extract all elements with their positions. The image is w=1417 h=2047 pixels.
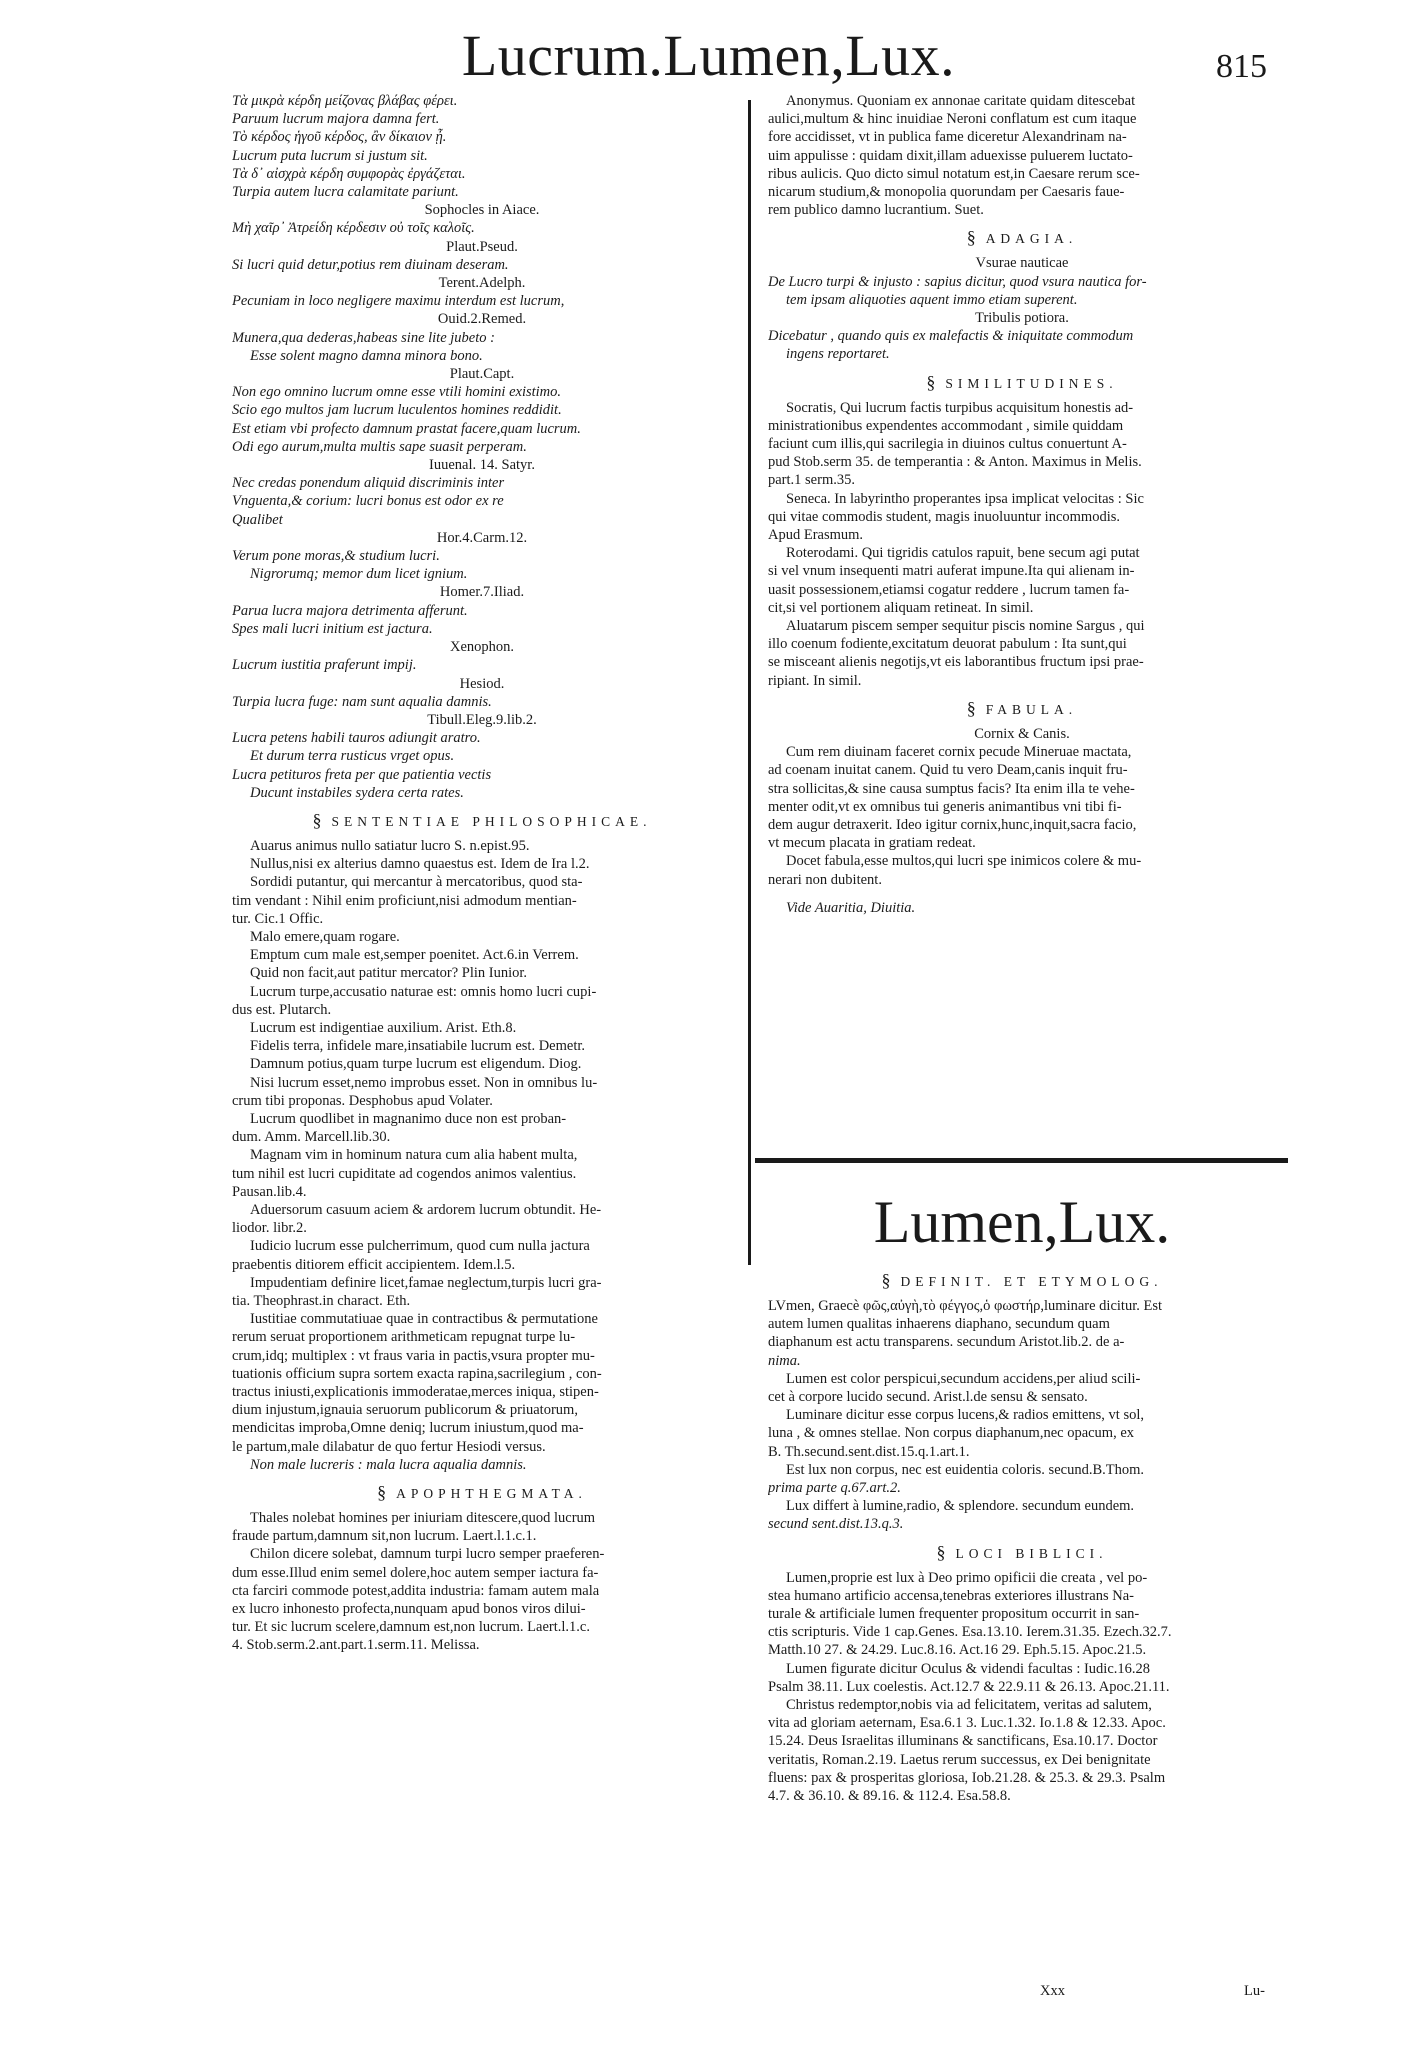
left-column (232, 92, 732, 1655)
section-heading-text: SIMILITUDINES. (945, 375, 1118, 391)
section-mark: § (966, 227, 976, 248)
text-line: praebentis ditiorem efficit accipientem. Idem.l.5. (232, 1256, 516, 1273)
text-line: Lucra petituros freta per que patientia vectis (232, 766, 492, 783)
text-line: Turpia lucra fuge: nam sunt aqualia damnis. (232, 693, 492, 710)
section-mark: § (312, 809, 322, 830)
text-line: aulici,multum & hinc inuidiae Neroni conflatum est cum itaque (768, 111, 1137, 128)
text-line: B. Th.secund.sent.dist.15.q.1.art.1. (768, 1443, 970, 1460)
text-line: Cum rem diuinam faceret cornix pecude Mineruae mactata, (786, 744, 1132, 761)
text-line: Τὰ μικρὰ κέρδη μείζονας βλάβας φέρει. (232, 93, 458, 109)
text-line: ministrationibus expendentes accommodant , simile quiddam (768, 417, 1124, 434)
section-mark: § (926, 371, 936, 392)
text-line: rerum seruat proportionem arithmeticam repugnat turpe lu- (232, 1329, 576, 1346)
section-heading-text: ADAGIA. (985, 231, 1078, 247)
text-line: Nisi lucrum esset,nemo improbus esset. Non in omnibus lu- (250, 1074, 598, 1091)
text-line: Luminare dicitur esse corpus lucens,& radios emittens, vt sol, (786, 1407, 1144, 1424)
text-line: Spes mali lucri initium est jactura. (232, 620, 433, 637)
text-line: qui vitae commodis student, magis inuoluuntur incommodis. (768, 508, 1121, 525)
text-line: Non male lucreris : mala lucra aqualia damnis. (250, 1456, 527, 1473)
text-line: tum nihil est lucri cupiditate ad cogendos animos valentius. (232, 1165, 577, 1182)
text-line: ripiant. In simil. (768, 672, 862, 689)
text-line: Thales nolebat homines per iniuriam ditescere,quod lucrum (250, 1510, 596, 1527)
text-line: Turpia autem lucra calamitate pariunt. (232, 184, 459, 201)
text-line: dem augur detraxerit. Ideo igitur cornix,hunc,inquit,sacra facio, (768, 816, 1137, 833)
text-line: Impudentiam definire licet,famae neglectum,turpis lucri gra- (250, 1274, 602, 1291)
section-heading-text: LOCI BIBLICI. (955, 1545, 1108, 1561)
text-line: secund sent.dist.13.q.3. (768, 1516, 904, 1533)
text-line: Emptum cum male est,semper poenitet. Act.6.in Verrem. (250, 947, 579, 964)
section-heading (768, 1270, 1276, 1291)
attribution-line: Xenophon. (449, 639, 515, 656)
text-line: le partum,male dilabatur de quo fertur Hesiodi versus. (232, 1438, 546, 1455)
text-line: autem lumen qualitas inhaerens diaphano, secundum quam (768, 1316, 1110, 1333)
text-line: Anonymus. Quoniam ex annonae caritate quidam ditescebat (786, 93, 1136, 109)
text-line: Chilon dicere solebat, damnum turpi lucro semper praeferen- (250, 1546, 605, 1563)
text-line: crum,idq; multiplex : vt fraus varia in pactis,vsura propter mu- (232, 1347, 595, 1364)
text-line: menter odit,vt ex omnibus tui generis animantibus vni tibi fi- (768, 798, 1122, 815)
text-line: ex lucro inhonesto profecta,nunquam apud bonos viros dilui- (232, 1601, 586, 1618)
section-heading-text: APOPHTHEGMATA. (396, 1486, 587, 1502)
text-line: cit,si vel portionem aliquam retineat. In simil. (768, 599, 1034, 616)
text-line: Lucra petens habili tauros adiungit aratro. (232, 730, 481, 747)
text-line: Lucrum turpe,accusatio naturae est: omnis homo lucri cupi- (250, 983, 597, 1000)
text-line: Si lucri quid detur,potius rem diuinam deseram. (232, 256, 509, 273)
text-line: dum esse.Illud enim semel dolere,hoc autem semper iactura fa- (232, 1564, 599, 1581)
text-line: illo coenum fodiente,excitatum deuorat pabulum : Ita sunt,qui (768, 636, 1127, 653)
text-line: 15.24. Deus Israelitas illuminans & sanctificans, Esa.10.17. Doctor (768, 1733, 1158, 1750)
section-heading-text: DEFINIT. ET ETYMOLOG. (900, 1274, 1163, 1289)
text-line: Lumen,proprie est lux à Deo primo opificii die creata , vel po- (786, 1569, 1148, 1586)
text-line: Roterodami. Qui tigridis catulos rapuit, bene secum agi putat (786, 545, 1140, 562)
text-line: Nec credas ponendum aliquid discriminis inter (232, 475, 505, 492)
page-number: 815 (1216, 48, 1267, 85)
attribution-line: Tribulis potiora. (975, 310, 1069, 327)
text-line: si vel vnum insequenti matri auferat impune.Ita qui alienam in- (768, 563, 1135, 580)
text-line: Τὸ κέρδος ἡγοῦ κέρδος, ἂν δίκαιον ᾖ. (232, 129, 447, 146)
text-line: Pausan.lib.4. (232, 1183, 307, 1200)
text-line: Lucrum puta lucrum si justum sit. (232, 147, 428, 164)
text-line: stea humano artificio accensa,tenebras exteriores illustrans Na- (768, 1587, 1134, 1604)
text-line: 4. Stob.serm.2.ant.part.1.serm.11. Melissa. (232, 1637, 480, 1654)
attribution-line: Tibull.Eleg.9.lib.2. (427, 711, 537, 728)
text-line: part.1 serm.35. (768, 472, 855, 489)
text-line: Parua lucra majora detrimenta afferunt. (232, 602, 468, 619)
text-line: tractus iniusti,explicationis immoderatae,merces iniqua, stipen- (232, 1384, 599, 1401)
text-line: se misceant alienis negotijs,vt eis laborantibus fructum ipsi prae- (768, 654, 1144, 671)
text-line: Pecuniam in loco negligere maximu interdum est lucrum, (232, 293, 565, 310)
text-line: dium injustum,ignauia seruorum publicorum & priuatorum, (232, 1402, 578, 1419)
text-line: faciunt cum illis,qui sacrilegia in diuinos cultus conuertunt A- (768, 436, 1127, 453)
text-line: Paruum lucrum majora damna fert. (232, 111, 440, 128)
text-line: rem publico damno lucrantium. Suet. (768, 202, 984, 219)
attribution-line: Ouid.2.Remed. (437, 311, 527, 328)
text-line: Aluatarum piscem semper sequitur piscis nomine Sargus , qui (786, 618, 1145, 635)
text-line: Auarus animus nullo satiatur lucro S. n.epist.95. (250, 837, 530, 854)
text-line: Psalm 38.11. Lux coelestis. Act.12.7 & 22.9.11 & 26.13. Apoc.21.11. (768, 1678, 1170, 1695)
section-heading (768, 698, 1276, 719)
text-line: fore accidisset, vt in publica fame diceretur Alexandrinam na- (768, 129, 1127, 146)
section-heading (232, 810, 732, 831)
catchword: Lu- (1244, 1983, 1265, 1999)
text-line: nima. (768, 1352, 801, 1369)
text-line: Qualibet (232, 511, 283, 528)
text-line: Iudicio lucrum esse pulcherrimum, quod cum nulla jactura (250, 1238, 590, 1255)
right-column-lower (768, 1262, 1276, 1805)
text-line: De Lucro turpi & injusto : sapius dicitur, quod vsura nautica for- (768, 273, 1147, 290)
text-line: ribus aulicis. Quo dicto simul notatum est,in Caesare rerum sce- (768, 165, 1140, 182)
text-line: nerari non dubitent. (768, 871, 882, 888)
text-line: Τὰ δ᾽ αἰσχρὰ κέρδη συμφορὰς ἐργάζεται. (232, 165, 466, 182)
section-heading (232, 1482, 732, 1503)
text-line: vita ad gloriam aeternam, Esa.6.1 3. Luc.1.32. Io.1.8 & 12.33. Apoc. (768, 1715, 1166, 1732)
section-heading-text: SENTENTIAE PHILOSOPHICAE. (331, 813, 652, 829)
text-line: Μὴ χαῖρ᾽ Ἀτρείδη κέρδεσιν οὐ τοῖς καλοῖς. (232, 220, 475, 237)
attribution-line: Cornix & Canis. (974, 725, 1070, 742)
attribution-line: Vsurae nauticae (975, 255, 1069, 272)
attribution-line: Plaut.Capt. (449, 366, 515, 383)
attribution-line: Iuuenal. 14. Satyr. (429, 457, 535, 474)
attribution-line: Plaut.Pseud. (446, 238, 518, 255)
text-line: Lucrum quodlibet in magnanimo duce non est proban- (250, 1110, 567, 1127)
attribution-line: Terent.Adelph. (438, 275, 526, 292)
text-line: Scio ego multos jam lucrum luculentos homines reddidit. (232, 402, 562, 419)
text-line: diaphanum est actu transparens. secundum Aristot.lib.2. de a- (768, 1334, 1125, 1351)
text-line: Magnam vim in hominum natura cum alia habent multa, (250, 1147, 578, 1164)
section-heading (768, 227, 1276, 248)
text-line: ingens reportaret. (786, 346, 890, 363)
text-line: Vnguenta,& corium: lucri bonus est odor ex re (232, 493, 504, 510)
text-line: stra sollicitas,& sine causa sumptus facis? Ita enim illa te vehe- (768, 780, 1135, 797)
text-line: Iustitiae commutatiuae quae in contractibus & permutatione (250, 1311, 598, 1328)
running-title: Lucrum.Lumen,Lux. (461, 23, 956, 88)
text-line: Socratis, Qui lucrum factis turpibus acquisitum honestis ad- (786, 399, 1134, 416)
section-mark: § (881, 1270, 891, 1290)
text-line: Aduersorum casuum aciem & ardorem lucrum obtundit. He- (250, 1201, 602, 1218)
text-line: Lumen figurate dicitur Oculus & videndi facultas : Iudic.16.28 (786, 1660, 1151, 1677)
section-heading (768, 372, 1276, 393)
text-line: Lumen est color perspicui,secundum accidens,per aliud scili- (786, 1370, 1141, 1387)
text-line: tuationis officium supra sortem exacta rapina,sacrilegium , con- (232, 1365, 602, 1382)
text-line: LVmen, Graecè φῶς,αὐγὴ,τὸ φέγγος,ὁ φωστήρ,luminare dicitur. Est (768, 1298, 1163, 1314)
text-line: vt mecum placata in gratiam redeat. (768, 835, 976, 852)
section-rule (755, 1158, 1288, 1163)
section-mark: § (936, 1541, 946, 1562)
text-line: mendicitas improba,Omne deniq; lucrum iniustum,quod ma- (232, 1420, 584, 1437)
text-line: Nullus,nisi ex alterius damno quaestus est. Idem de Ira l.2. (250, 856, 590, 873)
column-divider (748, 100, 751, 1265)
text-line: Et durum terra rusticus vrget opus. (250, 748, 455, 765)
text-line: Est lux non corpus, nec est euidentia coloris. secund.B.Thom. (786, 1461, 1144, 1478)
text-line: tim vendant : Nihil enim proficiunt,nisi admodum mentian- (232, 892, 577, 909)
text-line: Quid non facit,aut patitur mercator? Plin Iunior. (250, 965, 528, 982)
section-title: Lumen,Lux. (873, 1189, 1171, 1255)
text-line: Vide Auaritia, Diuitia. (786, 899, 916, 916)
text-line: fraude partum,damnum sit,non lucrum. Laert.l.1.c.1. (232, 1528, 537, 1545)
text-line: tur. Et sic lucrum scelere,damnum est,non lucrum. Laert.l.1.c. (232, 1619, 590, 1636)
text-line: veritatis, Roman.2.19. Laetus rerum successus, ex Dei benignitate (768, 1751, 1151, 1768)
text-line: Lucrum iustitia praferunt impij. (232, 657, 417, 674)
attribution-line: Sophocles in Aiace. (424, 202, 540, 219)
signature-mark: Xxx (1040, 1983, 1065, 1999)
text-line: Docet fabula,esse multos,qui lucri spe inimicos colere & mu- (786, 853, 1142, 870)
text-line: dus est. Plutarch. (232, 1001, 332, 1018)
text-line: Non ego omnino lucrum omne esse vtili homini existimo. (232, 384, 562, 401)
text-line: Fidelis terra, infidele mare,insatiabile lucrum est. Demetr. (250, 1038, 586, 1055)
text-line: tia. Theophrast.in charact. Eth. (232, 1293, 411, 1309)
text-line: Malo emere,quam rogare. (250, 928, 400, 945)
section-mark: § (966, 697, 976, 718)
section-mark: § (377, 1482, 387, 1503)
text-line: Seneca. In labyrintho properantes ipsa implicat velocitas : Sic (786, 490, 1144, 507)
text-line: dum. Amm. Marcell.lib.30. (232, 1129, 391, 1146)
text-line: crum tibi proponas. Desphobus apud Volater. (232, 1092, 493, 1109)
text-line: prima parte q.67.art.2. (768, 1480, 901, 1497)
text-line: nicarum studium,& monopolia quorundam per Caesaris faue- (768, 184, 1125, 201)
text-line: Apud Erasmum. (768, 527, 864, 544)
text-line: luna , & omnes stellae. Non corpus diaphanum,nec opacum, ex (768, 1425, 1135, 1442)
section-heading-text: FABULA. (985, 701, 1078, 717)
text-line: tem ipsam aliquoties aquent immo etiam superent. (786, 291, 1078, 308)
text-line: ad coenam inuitat canem. Quid tu vero Deam,canis inquit fru- (768, 762, 1128, 779)
right-column (768, 92, 1276, 917)
spacer (768, 889, 1276, 899)
text-line: Christus redemptor,nobis via ad felicitatem, veritas ad salutem, (786, 1697, 1152, 1714)
text-line: Ducunt instabiles sydera certa rates. (250, 784, 464, 801)
text-line: Munera,qua dederas,habeas sine lite jubeto : (232, 329, 495, 346)
text-line: uim appulisse : quidam dixit,illam aduexisse puluerem luctato- (768, 147, 1133, 164)
text-line: Verum pone moras,& studium lucri. (232, 548, 440, 565)
attribution-line: Homer.7.Iliad. (439, 584, 525, 601)
text-line: Lux differt à lumine,radio, & splendore. secundum eundem. (786, 1498, 1135, 1515)
text-line: Odi ego aurum,multa multis sape suasit perperam. (232, 438, 527, 455)
text-line: Damnum potius,quam turpe lucrum est eligendum. Diog. (250, 1056, 582, 1073)
text-line: Est etiam vbi profecto damnum prastat facere,quam lucrum. (232, 420, 581, 437)
section-heading (768, 1542, 1276, 1563)
text-line: Matth.10 27. & 24.29. Luc.8.16. Act.16 29. Eph.5.15. Apoc.21.5. (768, 1642, 1147, 1659)
text-line: pud Stob.serm 35. de temperantia : & Anton. Maximus in Melis. (768, 454, 1142, 471)
text-line: uasit possessionem,etiamsi cogatur reddere , lucrum tamen fa- (768, 581, 1130, 598)
text-line: Lucrum est indigentiae auxilium. Arist. Eth.8. (250, 1019, 517, 1036)
text-line: fluens: pax & prosperitas gloriosa, Iob.21.28. & 25.3. & 29.3. Psalm (768, 1769, 1166, 1786)
text-line: Nigrorumq; memor dum licet ignium. (250, 566, 468, 583)
text-line: Esse solent magno damna minora bono. (250, 347, 483, 364)
text-line: Dicebatur , quando quis ex malefactis & iniquitate commodum (768, 328, 1134, 345)
text-line: ctis scripturis. Vide 1 cap.Genes. Esa.13.10. Ierem.31.35. Ezech.32.7. (768, 1624, 1172, 1641)
attribution-line: Hor.4.Carm.12. (436, 529, 528, 546)
text-line: turale & artificiale lumen frequenter propositum occurrit in san- (768, 1606, 1140, 1623)
text-line: Sordidi putantur, qui mercantur à mercatoribus, quod sta- (250, 874, 583, 891)
text-line: liodor. libr.2. (232, 1220, 307, 1237)
text-line: 4.7. & 36.10. & 89.16. & 112.4. Esa.58.8. (768, 1788, 1011, 1805)
text-line: cta farciri commode potest,addita industria: famam autem mala (232, 1582, 600, 1599)
text-line: tur. Cic.1 Offic. (232, 910, 324, 927)
text-line: cet à corpore lucido secund. Arist.l.de sensu & sensato. (768, 1389, 1088, 1406)
attribution-line: Hesiod. (459, 675, 505, 692)
